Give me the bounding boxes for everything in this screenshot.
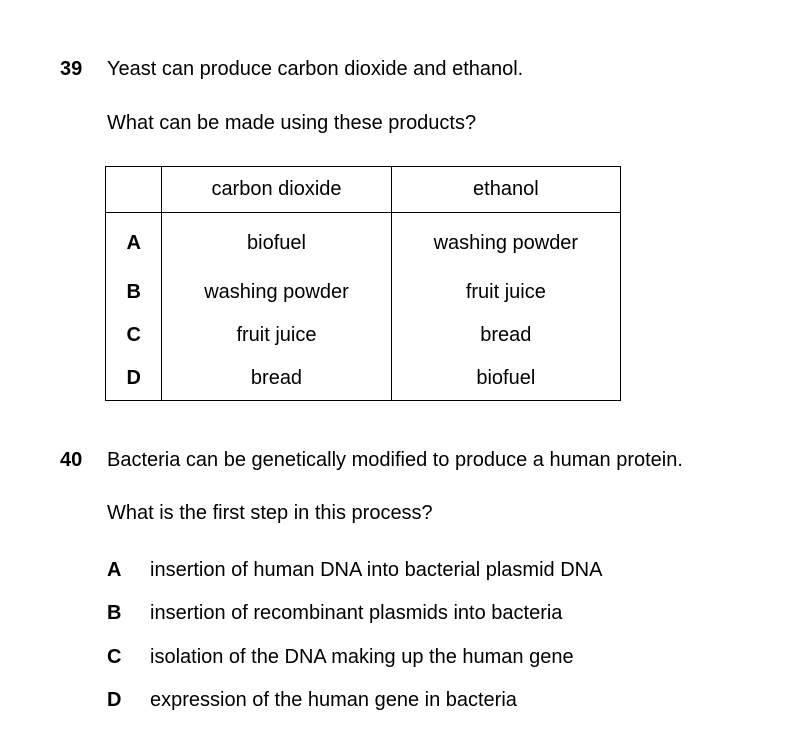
question-40-number: 40 <box>60 449 83 471</box>
option-letter: D <box>106 357 162 401</box>
question-39-prompt: What can be made using these products? <box>107 112 477 134</box>
option-letter: B <box>107 602 122 624</box>
option-letter: B <box>106 271 162 314</box>
question-39-stem: Yeast can produce carbon dioxide and ethanol. <box>107 58 524 80</box>
carbon-dioxide-cell: bread <box>162 357 391 401</box>
carbon-dioxide-cell: washing powder <box>162 271 391 314</box>
option-letter: D <box>107 689 122 711</box>
option-text: isolation of the DNA making up the human gene <box>150 646 574 668</box>
table-row[interactable] <box>106 314 621 357</box>
question-40-prompt: What is the first step in this process? <box>107 502 433 524</box>
table-row[interactable] <box>106 271 621 314</box>
option-text: insertion of recombinant plasmids into bacteria <box>150 602 563 624</box>
question-39-number: 39 <box>60 58 83 80</box>
table-row[interactable] <box>106 357 621 401</box>
ethanol-cell: bread <box>391 314 620 357</box>
option-letter: C <box>107 646 122 668</box>
option-letter: A <box>107 559 122 581</box>
question-39-answer-table <box>105 166 621 401</box>
option-text: expression of the human gene in bacteria <box>150 689 517 711</box>
carbon-dioxide-cell: fruit juice <box>162 314 391 357</box>
table-header-carbon-dioxide: carbon dioxide <box>162 167 391 213</box>
ethanol-cell: biofuel <box>391 357 620 401</box>
table-header-blank <box>106 167 162 213</box>
ethanol-cell: fruit juice <box>391 271 620 314</box>
table-row[interactable] <box>106 213 621 272</box>
carbon-dioxide-cell: biofuel <box>162 213 391 272</box>
table-header-ethanol: ethanol <box>391 167 620 213</box>
table-header-row <box>106 167 621 213</box>
question-40-stem: Bacteria can be genetically modified to produce a human protein. <box>107 449 683 471</box>
option-letter: C <box>106 314 162 357</box>
option-text: insertion of human DNA into bacterial plasmid DNA <box>150 559 603 581</box>
option-letter: A <box>106 213 162 272</box>
ethanol-cell: washing powder <box>391 213 620 272</box>
